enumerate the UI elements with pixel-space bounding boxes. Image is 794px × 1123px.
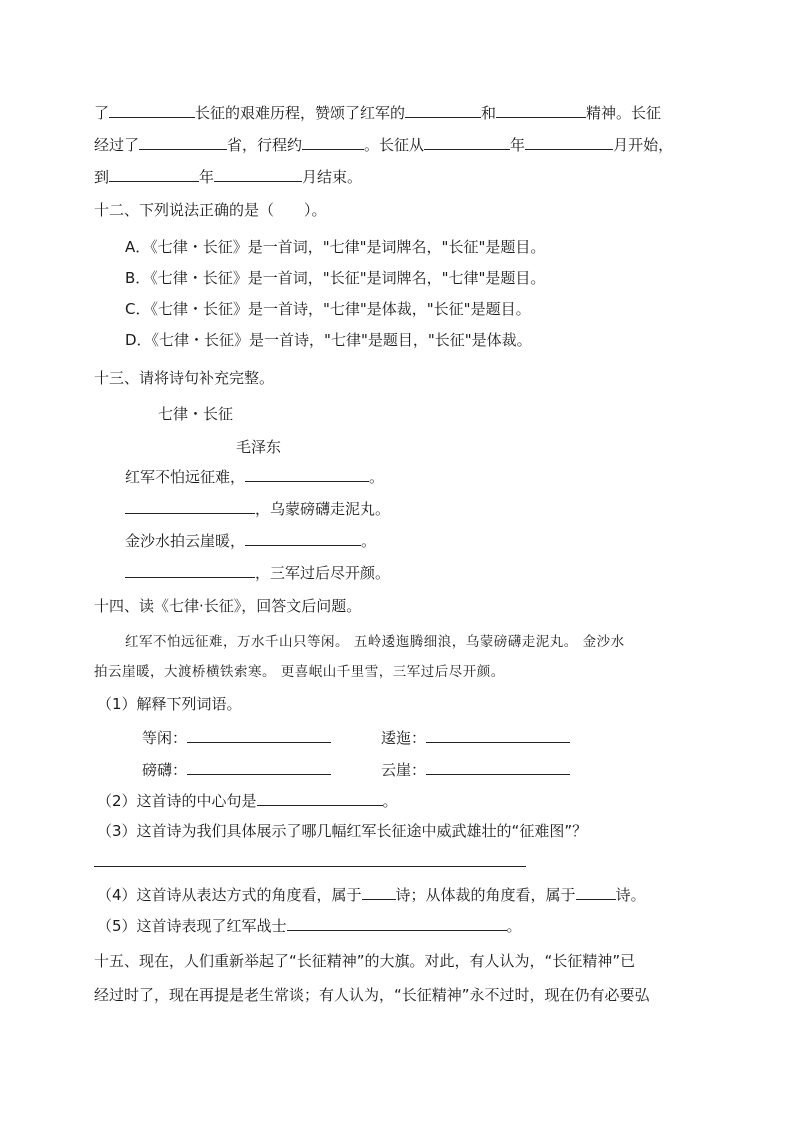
top-line-3 <box>94 166 362 187</box>
text: 了 <box>94 104 110 122</box>
text: 经过了 <box>94 136 140 154</box>
blank-field[interactable] <box>187 759 331 775</box>
text: 精神。长征 <box>586 104 662 122</box>
text: 金沙水拍云崖暖， <box>125 532 246 550</box>
text: （2）这首诗的中心句是 <box>97 792 257 810</box>
blank-field[interactable] <box>525 134 613 150</box>
text: （4）这首诗从表达方式的角度看，属于 <box>97 886 362 904</box>
poem-title: 七律・长征 <box>158 405 234 423</box>
poem-author: 毛泽东 <box>236 438 282 456</box>
word-item <box>142 759 331 780</box>
text: ，乌蒙磅礴走泥丸。 <box>255 500 391 518</box>
blank-field[interactable] <box>257 790 383 806</box>
top-line-1 <box>94 102 661 123</box>
text: 。 <box>506 917 522 935</box>
blank-field[interactable] <box>109 102 195 118</box>
word-item <box>381 727 570 748</box>
q14-part-5 <box>97 915 522 936</box>
q12-option-b[interactable]: B．《七律・长征》是一首词，"长征"是词牌名，"七律"是题目。 <box>125 269 546 287</box>
text: 省，行程约 <box>227 136 303 154</box>
text: 逶迤： <box>381 729 427 747</box>
blank-field[interactable] <box>125 498 255 514</box>
q12-stem: 十二、下列说法正确的是（ ）。 <box>94 201 327 219</box>
blank-field[interactable] <box>139 134 227 150</box>
blank-field[interactable] <box>426 727 570 743</box>
text: 到 <box>94 168 110 186</box>
q14-part-1: （1）解释下列词语。 <box>97 695 242 713</box>
q12-option-c[interactable]: C．《七律・长征》是一首诗，"七律"是体裁，"长征"是题目。 <box>125 300 531 318</box>
poem-text-line-1: 红军不怕远征难，万水千山只等闲。 五岭逶迤腾细浪，乌蒙磅礴走泥丸。 金沙水 <box>125 634 625 650</box>
text: 诗。 <box>615 886 646 904</box>
text: 月开始， <box>613 136 674 154</box>
text: 月结束。 <box>302 168 363 186</box>
text: 等闲： <box>142 729 188 747</box>
text: 。 <box>369 468 385 486</box>
word-item <box>381 759 570 780</box>
text: ，三军过后尽开颜。 <box>255 564 391 582</box>
blank-field[interactable] <box>109 166 199 182</box>
text: 年 <box>199 168 215 186</box>
q12-option-d[interactable]: D．《七律・长征》是一首诗，"七律"是题目，"长征"是体裁。 <box>125 331 532 349</box>
top-line-2 <box>94 134 673 155</box>
blank-field[interactable] <box>496 102 586 118</box>
q12-option-a[interactable]: A．《七律・长征》是一首词，"七律"是词牌名，"长征"是题目。 <box>125 238 546 256</box>
text: 长征的艰难历程，赞颂了红军的 <box>195 104 406 122</box>
text: 磅礴： <box>142 761 188 779</box>
text: 。长征从 <box>364 136 425 154</box>
blank-field[interactable] <box>245 530 361 546</box>
blank-field[interactable] <box>426 759 570 775</box>
blank-field[interactable] <box>214 166 302 182</box>
poem-text-line-2: 拍云崖暖，大渡桥横铁索寒。 更喜岷山千里雪，三军过后尽开颜。 <box>94 664 505 680</box>
poem-line-4 <box>125 562 390 583</box>
word-item <box>142 727 331 748</box>
blank-field[interactable] <box>187 727 331 743</box>
answer-line[interactable] <box>94 866 526 867</box>
text: 。 <box>361 532 377 550</box>
blank-field[interactable] <box>362 884 396 900</box>
blank-field[interactable] <box>424 134 510 150</box>
blank-field[interactable] <box>302 134 364 150</box>
q14-stem: 十四、读《七律·长征》，回答文后问题。 <box>94 597 362 615</box>
q14-part-4 <box>97 884 646 905</box>
text: 红军不怕远征难， <box>125 468 246 486</box>
blank-field[interactable] <box>125 562 255 578</box>
q13-stem: 十三、请将诗句补充完整。 <box>94 369 275 387</box>
blank-field[interactable] <box>576 884 616 900</box>
poem-line-2 <box>125 498 390 519</box>
blank-field[interactable] <box>287 915 507 931</box>
q14-part-2 <box>97 790 398 811</box>
text: （5）这首诗表现了红军战士 <box>97 917 287 935</box>
text: 诗；从体裁的角度看，属于 <box>395 886 576 904</box>
text: 云崖： <box>381 761 427 779</box>
text: 和 <box>481 104 497 122</box>
q15-line-2: 经过时了，现在再提是老生常谈；有人认为，“长征精神”永不过时，现在仍有必要弘 <box>94 986 650 1004</box>
blank-field[interactable] <box>405 102 481 118</box>
text: 。 <box>382 792 398 810</box>
text: 年 <box>510 136 526 154</box>
poem-line-1 <box>125 466 384 487</box>
q14-part-3: （3）这首诗为我们具体展示了哪几幅红军长征途中威武雄壮的“征难图”？ <box>97 822 588 840</box>
blank-field[interactable] <box>245 466 369 482</box>
poem-line-3 <box>125 530 376 551</box>
q15-line-1: 十五、现在，人们重新举起了“长征精神”的大旗。对此，有人认为，“长征精神”已 <box>94 952 636 970</box>
